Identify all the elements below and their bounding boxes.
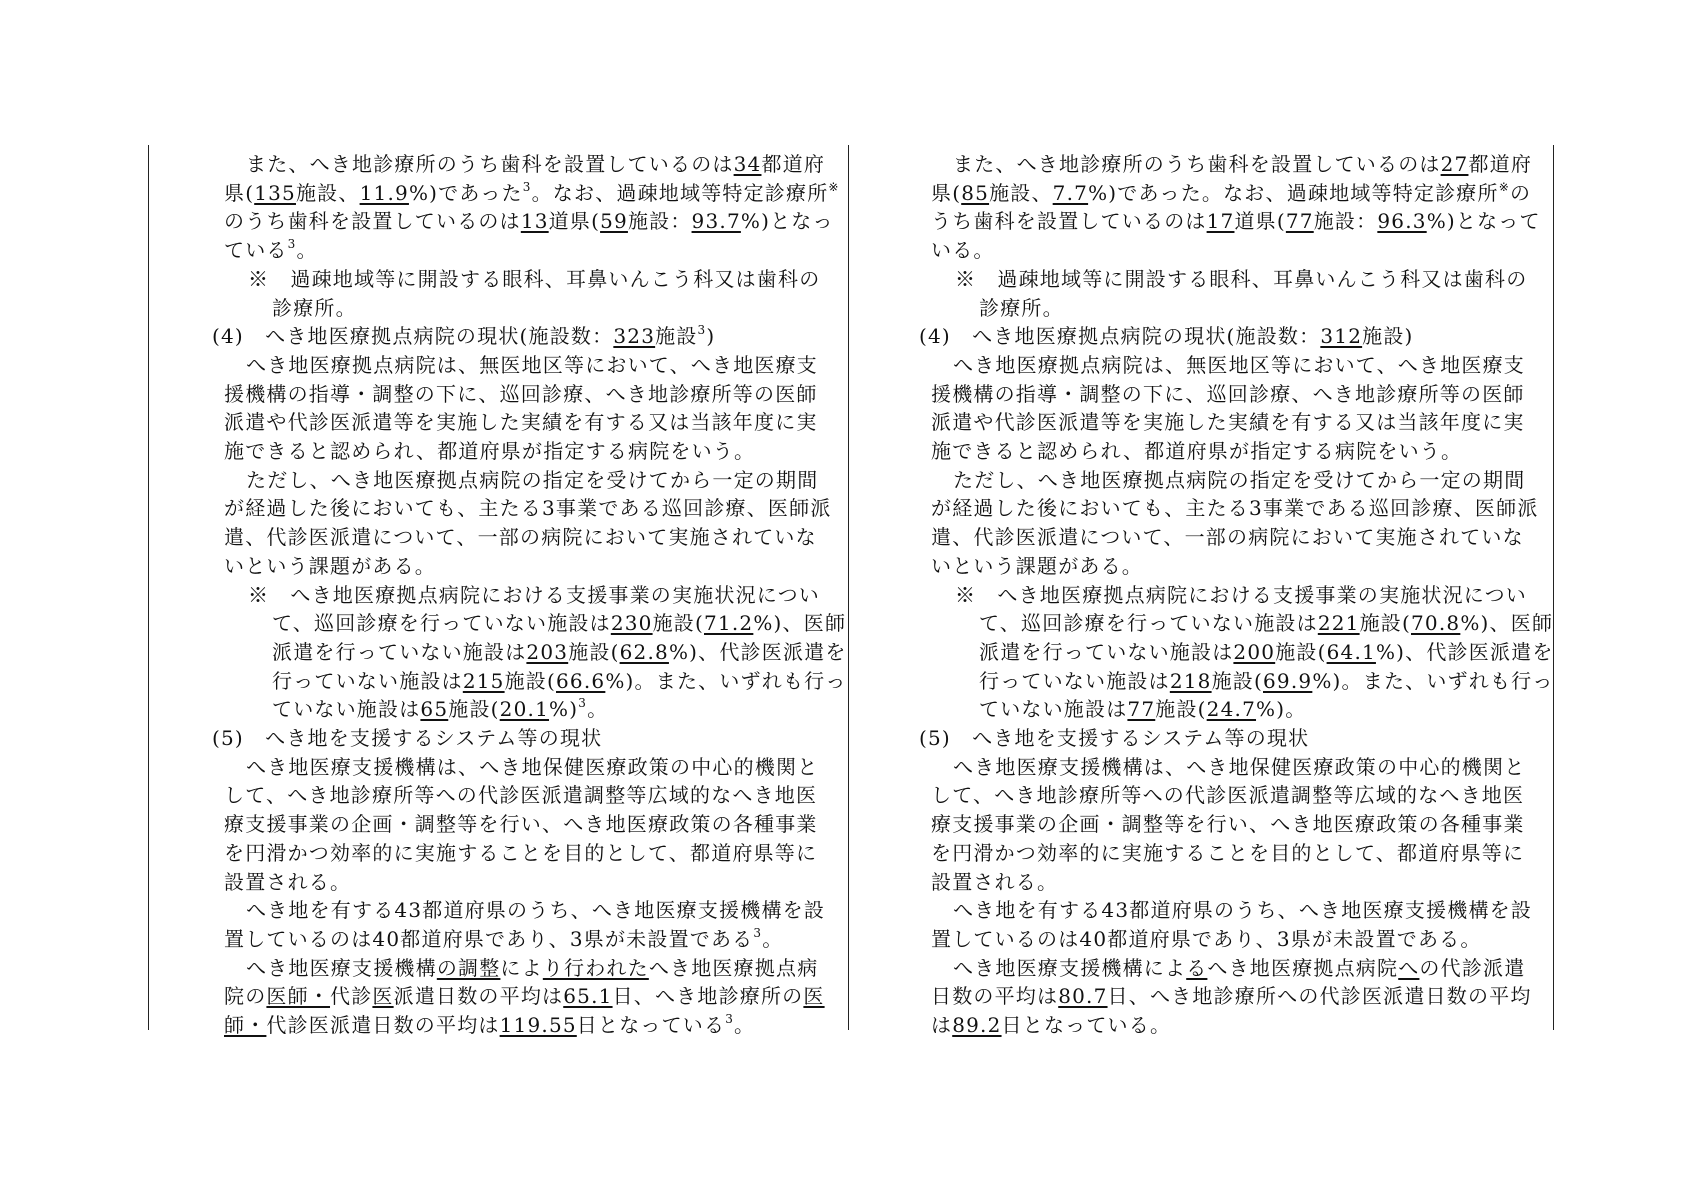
- text: 都道府: [761, 152, 826, 176]
- left-text-line: いという課題がある。: [224, 553, 436, 578]
- right-paragraph-dental-line2: [855, 179, 1554, 208]
- underlined-value: 71.2: [704, 611, 754, 636]
- text: 県(: [931, 180, 962, 205]
- underlined-value: 230: [610, 611, 653, 636]
- left-text-line: [148, 954, 847, 983]
- text: 施設、: [989, 180, 1053, 205]
- left-text-line: を円滑かつ効率的に実施することを目的として、都道府県等に: [224, 840, 818, 865]
- underlined-value: 218: [1169, 668, 1212, 693]
- text: %)。: [1256, 697, 1307, 722]
- text: 。: [762, 926, 784, 951]
- text: ていない施設は: [272, 697, 421, 722]
- footnote-ref: 3: [522, 179, 532, 194]
- underlined-text: の調整: [436, 955, 501, 980]
- right-text-line: へき地医療拠点病院は、無医地区等において、へき地医療支: [953, 352, 1525, 377]
- text: て、巡回診療を行っていない施設は: [272, 611, 611, 636]
- text: 。: [296, 238, 318, 263]
- left-text-line: へき地医療支援機構は、へき地保健医療政策の中心的機関と: [246, 754, 819, 779]
- left-text-line: ただし、へき地医療拠点病院の指定を受けてから一定の期間: [246, 467, 819, 492]
- right-text-line: して、へき地診療所等への代診医派遣調整等広域的なへき地医: [931, 783, 1525, 808]
- footnote-ref: 3: [725, 1012, 735, 1027]
- text: 日となっている: [576, 1013, 726, 1038]
- text: %)となって: [1426, 209, 1541, 234]
- text: 日、へき地診療所への代診医派遣日数の平均: [1107, 984, 1532, 1009]
- left-note2-line4: [148, 667, 847, 696]
- text: 施設：: [1313, 209, 1378, 234]
- text: 施設(: [504, 668, 556, 693]
- underlined-text: 医: [803, 984, 825, 1009]
- text: %)、代診医派遣を: [1375, 639, 1554, 664]
- left-note2-line3: [148, 638, 847, 667]
- text: また、へき地診療所のうち歯科を設置しているのは: [953, 152, 1441, 176]
- text: 行っていない施設は: [272, 668, 463, 693]
- underlined-value: 203: [526, 639, 569, 664]
- left-note-line1: ※ 過疎地域等に開設する眼科、耳鼻いんこう科又は歯科の: [248, 266, 821, 291]
- right-note2-line2: [855, 609, 1554, 638]
- text: 施設(: [1275, 639, 1327, 664]
- left-section-heading-4: [148, 322, 847, 351]
- right-paragraph-dental-line1: [855, 150, 1554, 179]
- text: 施設): [1362, 324, 1414, 349]
- text: 日となっている。: [1001, 1013, 1172, 1038]
- left-note-line2: 診療所。: [272, 295, 357, 320]
- text: 施設: [655, 324, 698, 349]
- underlined-value: 7.7: [1052, 180, 1089, 205]
- underlined-value: 323: [613, 324, 656, 349]
- center-divider-line: [848, 145, 849, 1030]
- text: (4) へき地医療拠点病院の現状(施設数：: [919, 324, 1321, 349]
- right-text-line: へき地医療支援機構は、へき地保健医療政策の中心的機関と: [953, 754, 1526, 779]
- underlined-value: 59: [600, 209, 628, 234]
- right-note2-line4: [855, 667, 1554, 696]
- underlined-value: 17: [1206, 209, 1235, 234]
- text: %)となっ: [740, 209, 834, 234]
- text: 行っていない施設は: [979, 668, 1170, 693]
- underlined-value: 221: [1317, 611, 1360, 636]
- text: 。なお、過疎地域等特定診療所: [531, 180, 829, 205]
- text: 施設(: [1359, 611, 1411, 636]
- text: 置しているのは40都道府県であり、3県が未設置である: [224, 926, 754, 951]
- right-text-line: 援機構の指導・調整の下に、巡回診療、へき地診療所等の医師: [931, 381, 1525, 406]
- right-note-line2: 診療所。: [979, 295, 1064, 320]
- underlined-value: 69.9: [1263, 668, 1313, 693]
- underlined-value: 312: [1320, 324, 1363, 349]
- right-text-line: 遣、代診医派遣について、一部の病院において実施されていな: [931, 525, 1524, 550]
- text: の: [1509, 180, 1532, 205]
- footnote-ref: 3: [753, 925, 763, 940]
- text: 施設(: [568, 639, 620, 664]
- left-text-line: して、へき地診療所等への代診医派遣調整等広域的なへき地医: [224, 783, 818, 808]
- text: て、巡回診療を行っていない施設は: [979, 611, 1318, 636]
- text: 院の: [224, 984, 267, 1009]
- text: %)、医師: [1460, 611, 1554, 636]
- footnote-ref: 3: [578, 696, 588, 711]
- text: %)であった: [408, 180, 523, 205]
- text: %)。また、いずれも行っ: [605, 668, 847, 693]
- left-text-line: へき地医療拠点病院は、無医地区等において、へき地医療支: [246, 352, 818, 377]
- text: 施設：: [627, 209, 692, 234]
- right-text-line: [855, 1011, 1554, 1040]
- underlined-value: 65: [420, 697, 449, 722]
- underlined-text: 医師・: [266, 984, 331, 1009]
- text: 施設(: [448, 697, 500, 722]
- right-text-line: を円滑かつ効率的に実施することを目的として、都道府県等に: [931, 840, 1525, 865]
- underlined-text: へ: [1398, 955, 1420, 980]
- text: 施設(: [652, 611, 704, 636]
- right-text-line: いという課題がある。: [931, 553, 1143, 578]
- right-text-line: [855, 982, 1554, 1011]
- left-text-line: 設置される。: [224, 869, 352, 894]
- left-section-heading-5: (5) へき地を支援するシステム等の現状: [212, 726, 603, 751]
- left-text-line: [148, 982, 847, 1011]
- underlined-value: 34: [733, 152, 762, 176]
- left-paragraph-dental-line4: [148, 236, 847, 265]
- text: によ: [500, 955, 543, 980]
- underlined-value: 77: [1285, 209, 1314, 234]
- underlined-value: 85: [961, 180, 990, 205]
- text: %)。また、いずれも行っ: [1312, 668, 1554, 693]
- right-column: [855, 150, 1554, 1040]
- text: 派遣日数の平均は: [393, 984, 564, 1009]
- text: うち歯科を設置しているのは: [931, 209, 1207, 234]
- underlined-value: 200: [1233, 639, 1276, 664]
- right-note2-line5: [855, 695, 1554, 724]
- underlined-value: 96.3: [1377, 209, 1427, 234]
- underlined-text: 医: [372, 984, 394, 1009]
- text: ): [706, 324, 716, 349]
- note-mark: ※: [1498, 179, 1510, 194]
- left-note2-line1: ※ へき地医療拠点病院における支援事業の実施状況につい: [248, 582, 820, 607]
- right-paragraph-dental-line4: いる。: [931, 238, 995, 263]
- right-text-line: 施できると認められ、都道府県が指定する病院をいう。: [931, 439, 1463, 464]
- text: ていない施設は: [979, 697, 1128, 722]
- right-text-line: へき地を有する43都道府県のうち、へき地医療支援機構を設: [953, 898, 1533, 923]
- text: へき地医療支援機構: [246, 955, 437, 980]
- text: へき地医療拠点病院: [1207, 955, 1399, 980]
- left-paragraph-dental-line2: [148, 179, 847, 208]
- underlined-value: 70.8: [1411, 611, 1461, 636]
- footnote-ref: 3: [697, 323, 707, 338]
- underlined-value: 13: [520, 209, 549, 234]
- right-note2-line1: ※ へき地医療拠点病院における支援事業の実施状況につい: [955, 582, 1527, 607]
- underlined-text: り行われた: [542, 955, 649, 980]
- text: 都道府: [1468, 152, 1533, 176]
- underlined-value: 77: [1127, 697, 1156, 722]
- text: 道県(: [548, 209, 601, 234]
- left-text-line: へき地を有する43都道府県のうち、へき地医療支援機構を設: [246, 898, 826, 923]
- left-text-line: [148, 1011, 847, 1040]
- left-text-line: 援機構の指導・調整の下に、巡回診療、へき地診療所等の医師: [224, 381, 818, 406]
- underlined-value: 27: [1440, 152, 1469, 176]
- text: 代診: [330, 984, 373, 1009]
- left-text-line: 遣、代診医派遣について、一部の病院において実施されていな: [224, 525, 817, 550]
- underlined-value: 93.7: [691, 209, 741, 234]
- underlined-value: 135: [254, 180, 296, 205]
- text: 。: [734, 1013, 756, 1038]
- footnote-ref: 3: [287, 237, 297, 252]
- underlined-value: 66.6: [556, 668, 606, 693]
- text: 派遣を行っていない施設は: [272, 639, 527, 664]
- text: は: [931, 1013, 953, 1038]
- left-paragraph-dental-line1: [148, 150, 847, 179]
- text: %)、代診医派遣を: [668, 639, 847, 664]
- text: %): [549, 697, 579, 722]
- right-text-line: ただし、へき地医療拠点病院の指定を受けてから一定の期間: [953, 467, 1526, 492]
- text: 県(: [224, 180, 255, 205]
- text: 派遣を行っていない施設は: [979, 639, 1234, 664]
- underlined-value: 64.1: [1326, 639, 1376, 664]
- text: へき地医療支援機構によ: [953, 955, 1187, 980]
- underlined-text: る: [1186, 955, 1208, 980]
- left-text-line: [148, 925, 847, 954]
- underlined-value: 80.7: [1058, 984, 1108, 1009]
- text: 施設(: [1211, 668, 1263, 693]
- right-text-line: 置しているのは40都道府県であり、3県が未設置である。: [931, 926, 1482, 951]
- text: 日数の平均は: [931, 984, 1059, 1009]
- right-note2-line3: [855, 638, 1554, 667]
- text: 。: [587, 697, 609, 722]
- right-section-heading-4: [855, 322, 1554, 351]
- underlined-value: 65.1: [563, 984, 613, 1009]
- left-paragraph-dental-line3: [148, 207, 847, 236]
- left-note2-line5: [148, 695, 847, 724]
- underlined-value: 215: [462, 668, 505, 693]
- underlined-value: 24.7: [1206, 697, 1257, 722]
- underlined-value: 89.2: [952, 1013, 1002, 1038]
- left-text-line: 療支援事業の企画・調整等を行い、へき地医療政策の各種事業: [224, 812, 818, 837]
- underlined-value: 11.9: [359, 180, 409, 205]
- underlined-value: 119.55: [499, 1013, 577, 1038]
- text: 道県(: [1234, 209, 1286, 234]
- left-note2-line2: [148, 609, 847, 638]
- text: の代診派遣: [1419, 955, 1526, 980]
- right-text-line: 設置される。: [931, 869, 1059, 894]
- left-text-line: 施できると認められ、都道府県が指定する病院をいう。: [224, 439, 756, 464]
- text: ている: [224, 238, 288, 263]
- text: 日、へき地診療所の: [612, 984, 804, 1009]
- text: 施設、: [295, 180, 360, 205]
- text: へき地医療拠点病: [648, 955, 819, 980]
- text: 代診医派遣日数の平均は: [266, 1013, 500, 1038]
- right-note-line1: ※ 過疎地域等に開設する眼科、耳鼻いんこう科又は歯科の: [955, 266, 1528, 291]
- text: 施設(: [1155, 697, 1207, 722]
- left-column: [148, 150, 847, 1040]
- underlined-text: 師・: [224, 1013, 267, 1038]
- right-text-line: [855, 954, 1554, 983]
- text: のうち歯科を設置しているのは: [224, 209, 521, 234]
- right-paragraph-dental-line3: [855, 207, 1554, 236]
- text: %)、医師: [753, 611, 847, 636]
- text: また、へき地診療所のうち歯科を設置しているのは: [246, 152, 734, 176]
- right-text-line: が経過した後においても、主たる3事業である巡回診療、医師派: [931, 496, 1539, 521]
- text: (4) へき地医療拠点病院の現状(施設数：: [212, 324, 614, 349]
- right-section-heading-5: (5) へき地を支援するシステム等の現状: [919, 726, 1310, 751]
- note-mark: ※: [828, 179, 840, 194]
- left-text-line: が経過した後においても、主たる3事業である巡回診療、医師派: [224, 496, 832, 521]
- right-text-line: 療支援事業の企画・調整等を行い、へき地医療政策の各種事業: [931, 812, 1525, 837]
- text: %)であった。なお、過疎地域等特定診療所: [1088, 180, 1499, 205]
- left-text-line: 派遣や代診医派遣等を実施した実績を有する又は当該年度に実: [224, 410, 818, 435]
- right-text-line: 派遣や代診医派遣等を実施した実績を有する又は当該年度に実: [931, 410, 1525, 435]
- underlined-value: 20.1: [499, 697, 550, 722]
- underlined-value: 62.8: [619, 639, 669, 664]
